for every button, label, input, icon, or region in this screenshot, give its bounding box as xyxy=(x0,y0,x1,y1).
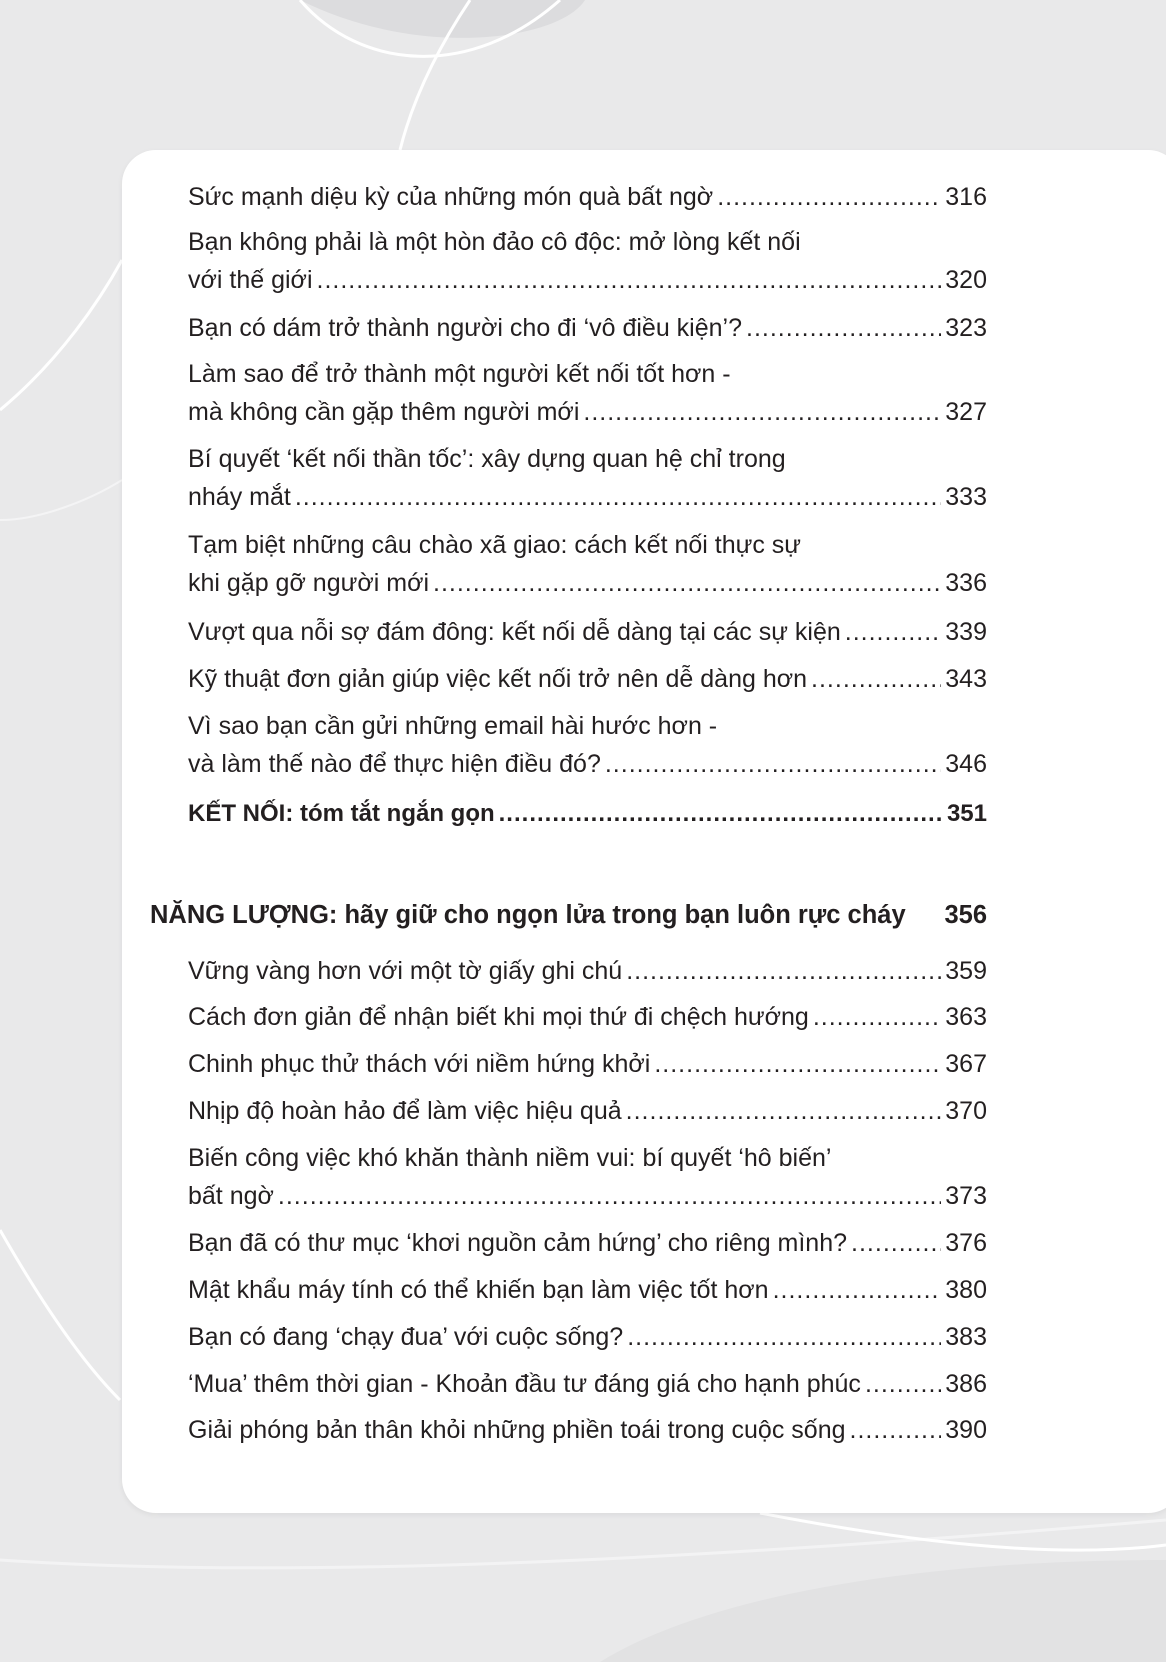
page-number: 320 xyxy=(945,266,987,294)
entry-title: nháy mắt xyxy=(188,483,291,511)
entry-title: bất ngờ xyxy=(188,1182,274,1210)
toc-entry[interactable] xyxy=(188,178,987,216)
entry-title: ‘Mua’ thêm thời gian - Khoản đầu tư đáng giá cho hạnh phúc xyxy=(188,1370,861,1398)
toc-entry[interactable] xyxy=(188,440,987,516)
page-number: 359 xyxy=(945,957,987,985)
page-number: 383 xyxy=(945,1323,987,1351)
entry-title: Bạn đã có thư mục ‘khơi nguồn cảm hứng’ cho riêng mình? xyxy=(188,1229,848,1257)
leader-dots xyxy=(583,393,941,431)
entry-title-line: Làm sao để trở thành một người kết nối tốt hơn - xyxy=(188,360,731,388)
leader-dots xyxy=(626,952,941,990)
toc-entry[interactable] xyxy=(188,1411,987,1449)
toc-entry[interactable] xyxy=(188,1139,987,1215)
entry-title: với thế giới xyxy=(188,266,313,294)
toc-entry[interactable] xyxy=(188,707,987,783)
page-number: 356 xyxy=(944,901,987,929)
leader-dots xyxy=(317,261,942,299)
leader-dots xyxy=(773,1271,942,1309)
page-number: 327 xyxy=(945,398,987,426)
leader-dots xyxy=(851,1224,941,1262)
toc-entry[interactable] xyxy=(188,613,987,651)
leader-dots xyxy=(845,613,942,651)
page-number: 373 xyxy=(945,1182,987,1210)
entry-title: mà không cần gặp thêm người mới xyxy=(188,398,580,426)
entry-title: Bạn có đang ‘chạy đua’ với cuộc sống? xyxy=(188,1323,624,1351)
entry-title: Vượt qua nỗi sợ đám đông: kết nối dễ dàng tại các sự kiện xyxy=(188,618,841,646)
page-number: 367 xyxy=(945,1050,987,1078)
toc-entry[interactable] xyxy=(188,355,987,431)
leader-dots xyxy=(865,1365,941,1403)
page-number: 376 xyxy=(945,1229,987,1257)
toc-summary-entry[interactable] xyxy=(188,795,987,833)
page-number: 339 xyxy=(945,618,987,646)
toc-entry[interactable] xyxy=(188,1045,987,1083)
toc-entry[interactable] xyxy=(188,1318,987,1356)
leader-dots xyxy=(605,745,941,783)
entry-title-line: Bạn không phải là một hòn đảo cô độc: mở lòng kết nối xyxy=(188,228,801,256)
leader-dots xyxy=(627,1318,941,1356)
toc-entry[interactable] xyxy=(188,998,987,1036)
chapter-heading[interactable] xyxy=(150,895,987,935)
entry-title: Chinh phục thử thách với niềm hứng khởi xyxy=(188,1050,651,1078)
entry-title: Nhịp độ hoàn hảo để làm việc hiệu quả xyxy=(188,1097,622,1125)
entry-title-line: Biến công việc khó khăn thành niềm vui: bí quyết ‘hô biến’ xyxy=(188,1144,832,1172)
entry-title: Giải phóng bản thân khỏi những phiền toái trong cuộc sống xyxy=(188,1416,846,1444)
leader-dots xyxy=(811,660,941,698)
page-number: 346 xyxy=(945,750,987,778)
leader-dots xyxy=(850,1411,942,1449)
page-number: 343 xyxy=(945,665,987,693)
page-number: 370 xyxy=(945,1097,987,1125)
entry-title: Bạn có dám trở thành người cho đi ‘vô điều kiện’? xyxy=(188,314,743,342)
entry-title-line: Vì sao bạn cần gửi những email hài hước hơn - xyxy=(188,712,718,740)
leader-dots xyxy=(654,1045,941,1083)
page-number: 323 xyxy=(945,314,987,342)
toc-entry[interactable] xyxy=(188,1271,987,1309)
chapter-title: NĂNG LƯỢNG: hãy giữ cho ngọn lửa trong bạn luôn rực cháy xyxy=(150,901,906,929)
leader-dots xyxy=(717,178,941,216)
entry-title: Mật khẩu máy tính có thể khiến bạn làm việc tốt hơn xyxy=(188,1276,769,1304)
leader-dots xyxy=(278,1177,941,1215)
page-number: 390 xyxy=(945,1416,987,1444)
page-number: 380 xyxy=(945,1276,987,1304)
toc-entry[interactable] xyxy=(188,526,987,602)
entry-title: khi gặp gỡ người mới xyxy=(188,569,430,597)
page-number: 333 xyxy=(945,483,987,511)
leader-dots xyxy=(499,795,943,833)
entry-title-line: Bí quyết ‘kết nối thần tốc’: xây dựng quan hệ chỉ trong xyxy=(188,445,786,473)
toc-entry[interactable] xyxy=(188,1365,987,1403)
entry-title: và làm thế nào để thực hiện điều đó? xyxy=(188,750,601,778)
page-number: 316 xyxy=(945,183,987,211)
toc-entry[interactable] xyxy=(188,309,987,347)
leader-dots xyxy=(813,998,941,1036)
leader-dots xyxy=(626,1092,942,1130)
toc-entry[interactable] xyxy=(188,223,987,299)
entry-title: Vững vàng hơn với một tờ giấy ghi chú xyxy=(188,957,623,985)
page-number: 336 xyxy=(945,569,987,597)
toc-entry[interactable] xyxy=(188,660,987,698)
toc-entry[interactable] xyxy=(188,1224,987,1262)
toc-entry[interactable] xyxy=(188,1092,987,1130)
page-number: 351 xyxy=(946,800,987,827)
entry-title: Sức mạnh diệu kỳ của những món quà bất ngờ xyxy=(188,183,714,211)
entry-title: Kỹ thuật đơn giản giúp việc kết nối trở nên dễ dàng hơn xyxy=(188,665,808,693)
summary-title: KẾT NỐI: tóm tắt ngắn gọn xyxy=(188,800,495,827)
entry-title-line: Tạm biệt những câu chào xã giao: cách kết nối thực sự xyxy=(188,531,802,559)
leader-dots xyxy=(433,564,941,602)
leader-dots xyxy=(746,309,941,347)
entry-title: Cách đơn giản để nhận biết khi mọi thứ đi chệch hướng xyxy=(188,1003,809,1031)
page-number: 386 xyxy=(945,1370,987,1398)
toc-entry[interactable] xyxy=(188,952,987,990)
page-number: 363 xyxy=(945,1003,987,1031)
leader-dots xyxy=(295,478,941,516)
